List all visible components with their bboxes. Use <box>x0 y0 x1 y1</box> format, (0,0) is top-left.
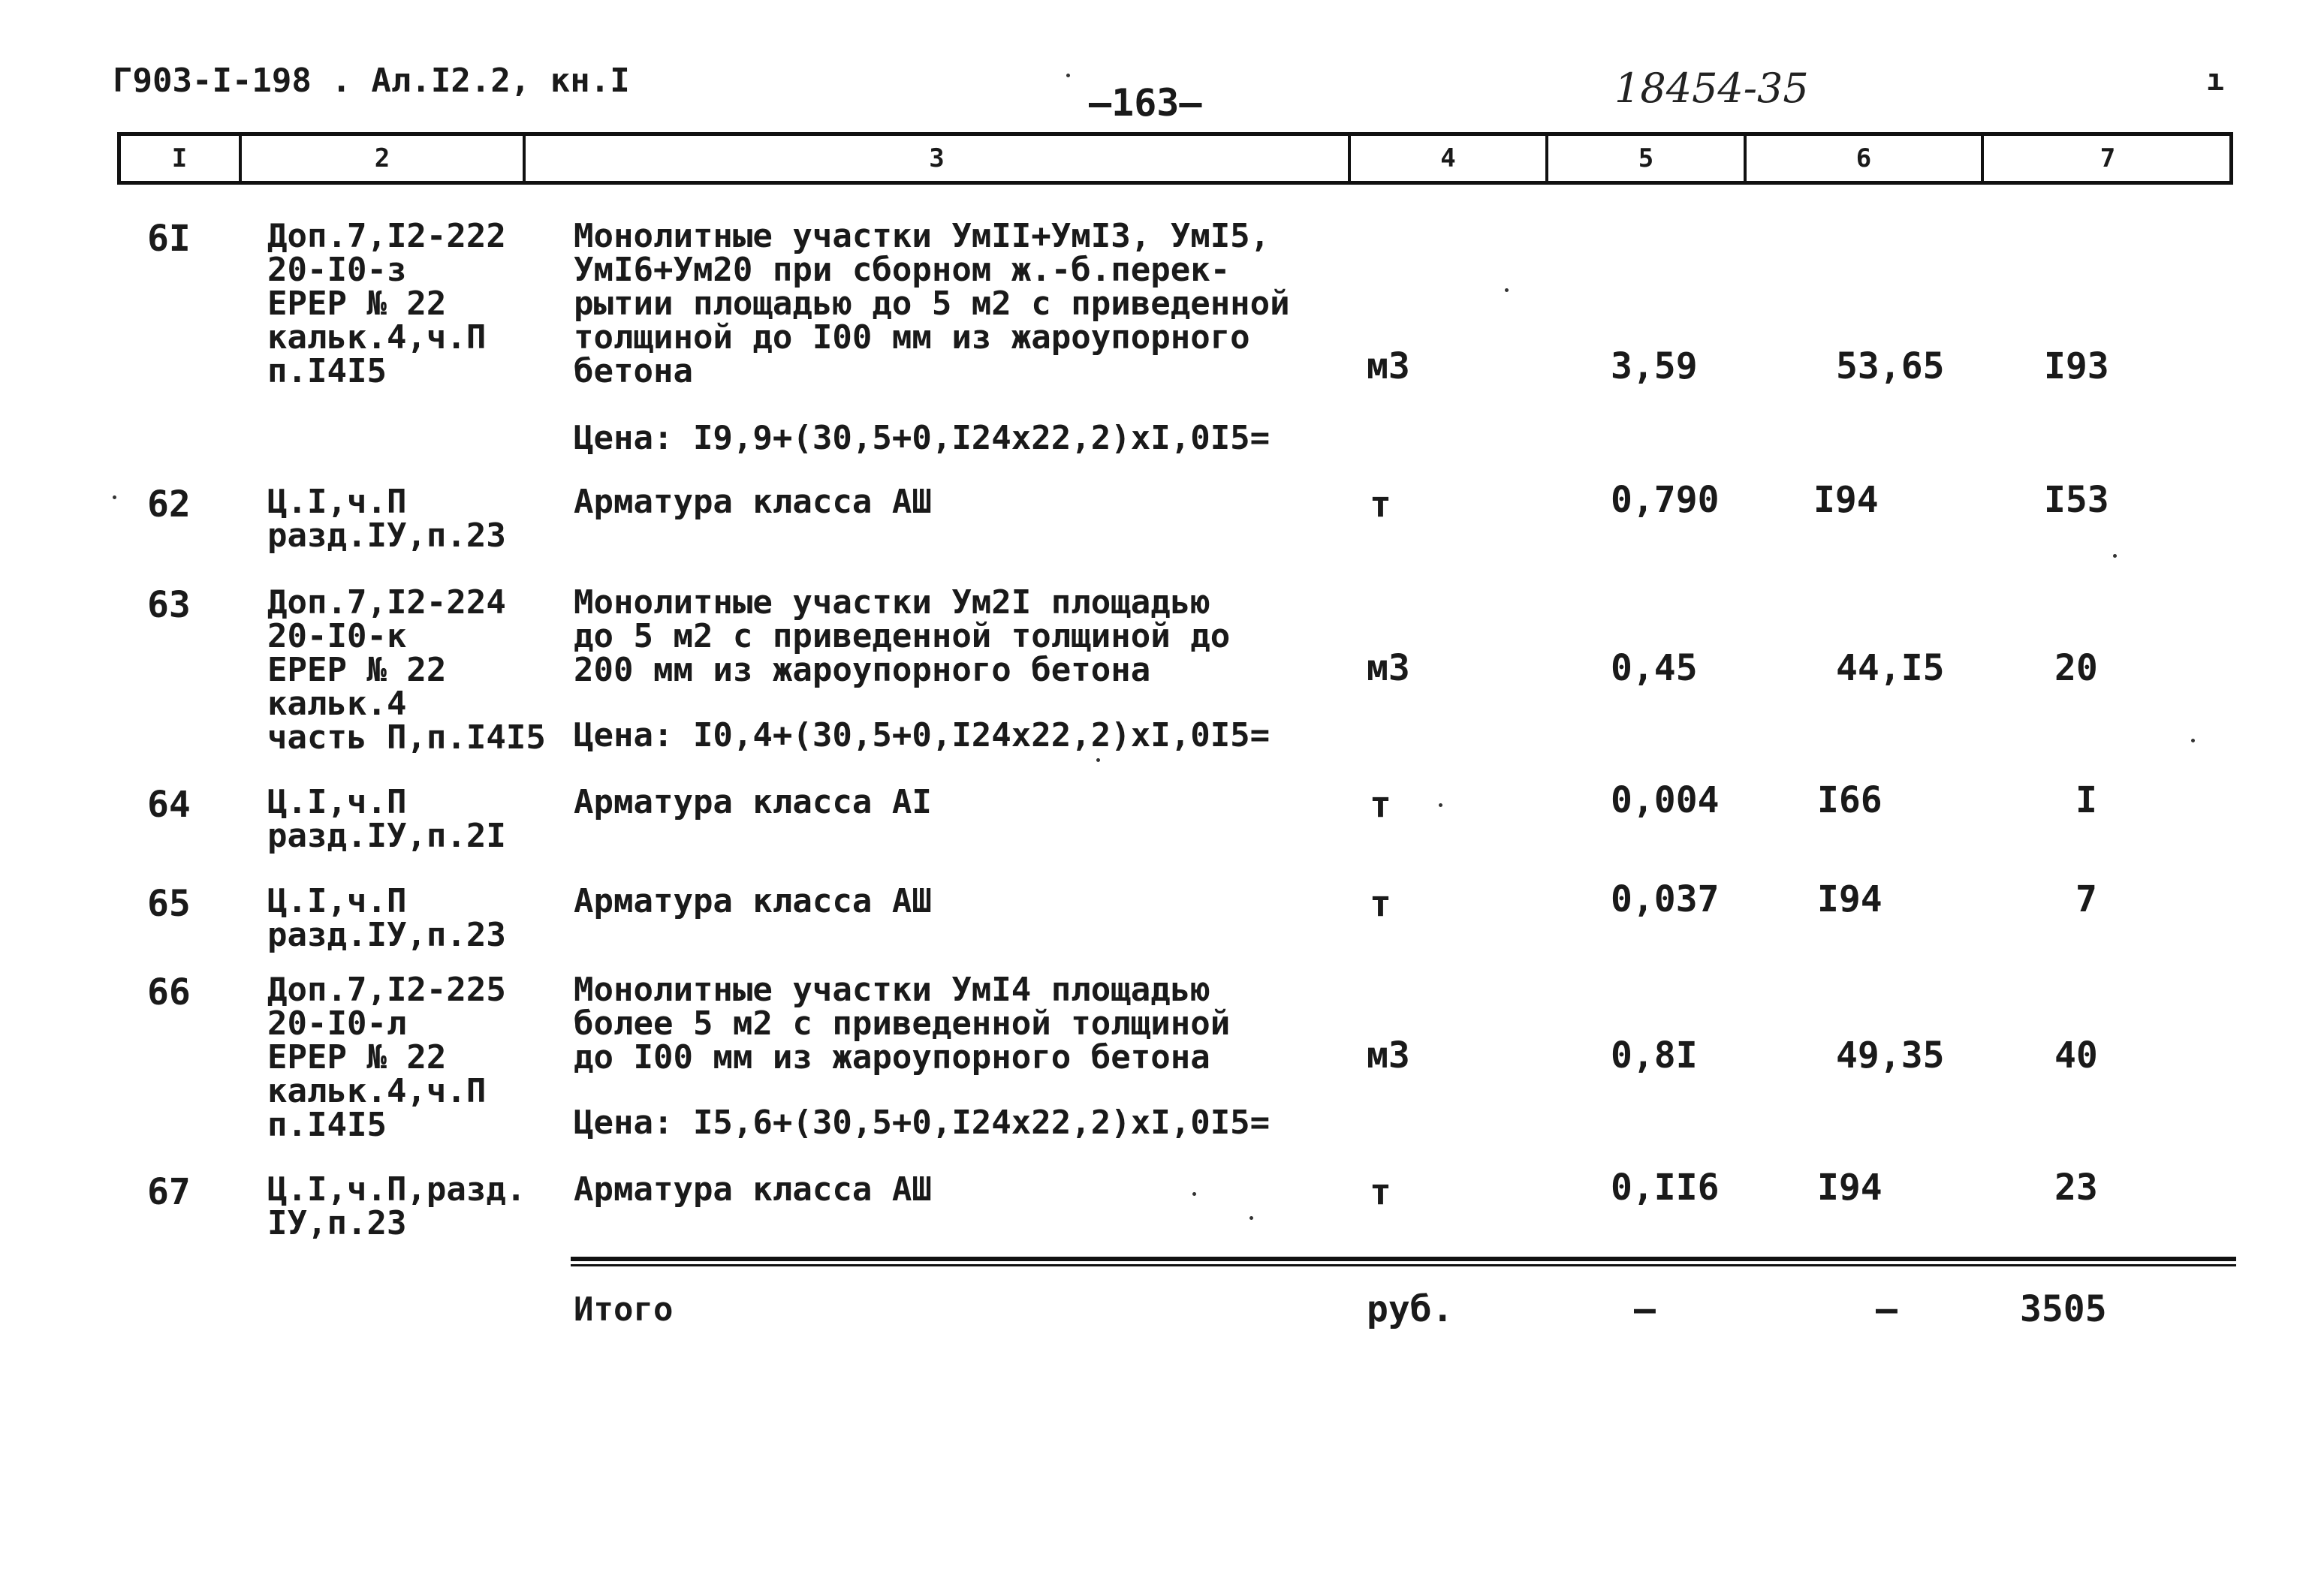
row-rate: 49,35 <box>1836 1034 1945 1077</box>
row-quantity: 0,037 <box>1611 878 1720 920</box>
row-unit: м3 <box>1367 345 1410 387</box>
row-quantity: 0,II6 <box>1611 1167 1720 1209</box>
corner-mark: ı <box>2206 63 2225 98</box>
scan-speck <box>1066 74 1070 77</box>
row-quantity: 3,59 <box>1611 345 1698 387</box>
scan-speck <box>1505 288 1509 292</box>
row-description: Монолитные участки Ум2I площадью до 5 м2 с приведенной толщиной до 200 мм из жароупорного бетона <box>574 583 1231 689</box>
row-price-formula: Цена: I0,4+(30,5+0,I24x22,2)xI,0I5= <box>574 716 1271 754</box>
row-total: I53 <box>2044 479 2109 521</box>
summary-quantity: – <box>1634 1288 1656 1330</box>
row-unit: т <box>1370 1171 1391 1213</box>
row-description: Монолитные участки УмII+УмI3, УмI5, УмI6+Ум20 при сборном ж.-б.перек- рытии площадью до 5 м2 с приведенной толщиной до I00 мм из жароупорного бетона <box>574 217 1290 390</box>
row-number: 63 <box>147 584 191 626</box>
row-quantity: 0,790 <box>1611 479 1720 521</box>
row-unit: т <box>1370 784 1391 826</box>
row-rate: I94 <box>1817 1167 1882 1209</box>
total-divider <box>571 1257 2236 1261</box>
scan-speck <box>2113 554 2117 558</box>
row-reference: Ц.I,ч.П разд.IУ,п.23 <box>267 483 506 555</box>
row-total: 23 <box>2054 1167 2098 1209</box>
handwritten-number: 18454-35 <box>1614 65 1809 112</box>
page-number: —163— <box>1089 81 1202 125</box>
row-reference: Ц.I,ч.П разд.IУ,п.23 <box>267 882 506 954</box>
row-reference: Ц.I,ч.П разд.IУ,п.2I <box>267 783 506 855</box>
column-header-4: 4 <box>1440 143 1456 173</box>
row-description: Арматура класса АШ <box>574 882 932 920</box>
column-header-2: 2 <box>374 143 390 173</box>
column-header-6: 6 <box>1855 143 1872 173</box>
summary-label: Итого <box>574 1290 674 1329</box>
row-number: 67 <box>147 1171 191 1213</box>
row-description: Арматура класса АШ <box>574 483 932 521</box>
row-quantity: 0,8I <box>1611 1034 1698 1077</box>
summary-total: 3505 <box>2020 1288 2107 1330</box>
row-unit: м3 <box>1367 647 1410 689</box>
row-number: 66 <box>147 971 191 1013</box>
row-rate: 53,65 <box>1836 345 1945 387</box>
row-number: 64 <box>147 784 191 826</box>
scan-speck <box>2191 739 2195 742</box>
document-reference: Г903-I-198 . Ал.I2.2, кн.I <box>113 62 630 100</box>
row-price-formula: Цена: I5,6+(30,5+0,I24x22,2)xI,0I5= <box>574 1104 1271 1142</box>
row-unit: т <box>1370 483 1391 525</box>
row-number: 65 <box>147 883 191 925</box>
summary-unit: руб. <box>1367 1288 1454 1330</box>
row-total: 40 <box>2054 1034 2098 1077</box>
summary-rate: – <box>1876 1288 1898 1330</box>
row-quantity: 0,45 <box>1611 647 1698 689</box>
scan-speck <box>1249 1216 1253 1220</box>
column-header-1: I <box>171 143 188 173</box>
scan-speck <box>1192 1192 1196 1196</box>
row-rate: I66 <box>1817 779 1882 821</box>
row-unit: м3 <box>1367 1034 1410 1077</box>
row-rate: I94 <box>1817 878 1882 920</box>
row-total: 7 <box>2075 878 2097 920</box>
row-description: Арматура класса АШ <box>574 1170 932 1209</box>
row-price-formula: Цена: I9,9+(30,5+0,I24x22,2)xI,0I5= <box>574 419 1271 457</box>
scan-speck <box>1096 758 1100 762</box>
column-header-7: 7 <box>2100 143 2116 173</box>
row-number: 62 <box>147 483 191 525</box>
row-total: 20 <box>2054 647 2098 689</box>
row-reference: Доп.7,I2-222 20-I0-з ЕРЕР № 22 кальк.4,ч.П п.I4I5 <box>267 217 506 390</box>
row-rate: 44,I5 <box>1836 647 1945 689</box>
row-reference: Доп.7,I2-225 20-I0-л ЕРЕР № 22 кальк.4,ч.П п.I4I5 <box>267 971 506 1144</box>
column-header-5: 5 <box>1638 143 1654 173</box>
column-header-3: 3 <box>929 143 945 173</box>
total-divider <box>571 1264 2236 1266</box>
row-number: 6I <box>147 218 191 260</box>
row-reference: Доп.7,I2-224 20-I0-к ЕРЕР № 22 кальк.4 часть П,п.I4I5 <box>267 583 546 757</box>
row-reference: Ц.I,ч.П,разд. IУ,п.23 <box>267 1170 526 1242</box>
row-description: Монолитные участки УмI4 площадью более 5 м2 с приведенной толщиной до I00 мм из жароупорного бетона <box>574 971 1231 1077</box>
scan-speck <box>113 495 116 499</box>
row-quantity: 0,004 <box>1611 779 1720 821</box>
scan-speck <box>1439 803 1442 807</box>
row-total: I <box>2075 779 2097 821</box>
row-unit: т <box>1370 883 1391 925</box>
row-total: I93 <box>2044 345 2109 387</box>
row-rate: I94 <box>1813 479 1879 521</box>
row-description: Арматура класса АI <box>574 783 932 821</box>
